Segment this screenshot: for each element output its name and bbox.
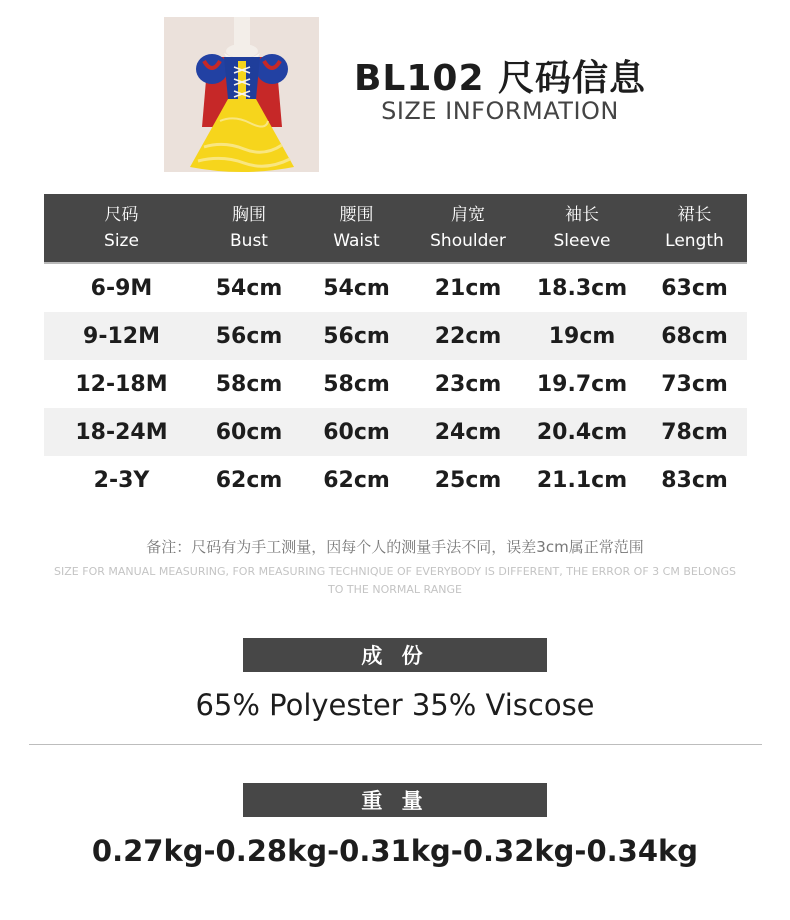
- cell-bust: 62cm: [215, 467, 283, 493]
- column-header-bust: [199, 194, 299, 262]
- cell-length: 78cm: [661, 419, 728, 445]
- column-header-shoulder: [414, 194, 522, 262]
- cell-waist: 62cm: [323, 467, 390, 493]
- column-header-en: Shoulder: [430, 231, 506, 251]
- cell-size: 18-24M: [75, 419, 168, 445]
- column-header-en: Size: [104, 231, 139, 251]
- column-header-waist: [299, 194, 414, 262]
- divider: [29, 744, 762, 745]
- column-header-cn: 腰围: [339, 205, 374, 225]
- cell-sleeve: 20.4cm: [536, 419, 628, 445]
- cell-size: 9-12M: [83, 323, 160, 349]
- cell-length: 63cm: [661, 275, 728, 301]
- table-row: [44, 456, 747, 504]
- cell-length: 73cm: [661, 371, 728, 397]
- column-header-size: [44, 194, 199, 262]
- column-header-sleeve: [522, 194, 642, 262]
- table-row: [44, 360, 747, 408]
- cell-sleeve: 19.7cm: [536, 371, 628, 397]
- column-header-cn: 袖长: [565, 205, 599, 225]
- cell-shoulder: 22cm: [434, 323, 502, 349]
- cell-shoulder: 21cm: [434, 275, 502, 301]
- cell-waist: 58cm: [323, 371, 390, 397]
- weight-label: 重 量: [243, 783, 547, 817]
- measurement-note-en: SIZE FOR MANUAL MEASURING, FOR MEASURING TECHNIQUE OF EVERYBODY IS DIFFERENT, THE ERROR OF 3 CM BELONGS TO THE NORMAL RANGE: [54, 565, 736, 596]
- column-header-en: Bust: [230, 231, 268, 251]
- measurement-note-cn: 备注：尺码有为手工测量，因每个人的测量手法不同，误差3cm属正常范围: [146, 538, 644, 556]
- column-header-cn: 裙长: [677, 205, 712, 225]
- cell-bust: 60cm: [215, 419, 283, 445]
- table-row: [44, 312, 747, 360]
- composition-value: 65% Polyester 35% Viscose: [195, 688, 595, 722]
- column-header-en: Waist: [333, 231, 380, 251]
- column-header-en: Sleeve: [553, 231, 611, 251]
- cell-sleeve: 21.1cm: [536, 467, 628, 493]
- column-header-cn: 胸围: [232, 205, 266, 225]
- dress-illustration: [164, 17, 319, 172]
- table-row: [44, 408, 747, 456]
- cell-sleeve: 18.3cm: [536, 275, 628, 301]
- cell-bust: 58cm: [215, 371, 283, 397]
- cell-size: 6-9M: [90, 275, 153, 301]
- cell-shoulder: 24cm: [434, 419, 502, 445]
- cell-bust: 54cm: [215, 275, 283, 301]
- table-row: [44, 264, 747, 312]
- cell-bust: 56cm: [215, 323, 283, 349]
- product-photo: [164, 17, 319, 172]
- page-title: BL102 尺码信息: [353, 58, 647, 99]
- cell-waist: 56cm: [323, 323, 390, 349]
- weight-value: 0.27kg-0.28kg-0.31kg-0.32kg-0.34kg: [91, 834, 699, 868]
- cell-size: 2-3Y: [93, 467, 150, 493]
- cell-waist: 54cm: [323, 275, 390, 301]
- column-header-cn: 尺码: [104, 205, 139, 225]
- cell-waist: 60cm: [323, 419, 390, 445]
- table-header: [44, 194, 747, 264]
- cell-sleeve: 19cm: [548, 323, 616, 349]
- page-subtitle: SIZE INFORMATION: [381, 97, 619, 125]
- cell-shoulder: 25cm: [434, 467, 502, 493]
- cell-shoulder: 23cm: [434, 371, 502, 397]
- cell-length: 83cm: [661, 467, 728, 493]
- column-header-cn: 肩宽: [451, 205, 485, 225]
- size-table: [44, 194, 747, 504]
- column-header-length: [642, 194, 747, 262]
- cell-size: 12-18M: [75, 371, 168, 397]
- composition-label: 成 份: [243, 638, 547, 672]
- column-header-en: Length: [665, 231, 724, 251]
- cell-length: 68cm: [661, 323, 728, 349]
